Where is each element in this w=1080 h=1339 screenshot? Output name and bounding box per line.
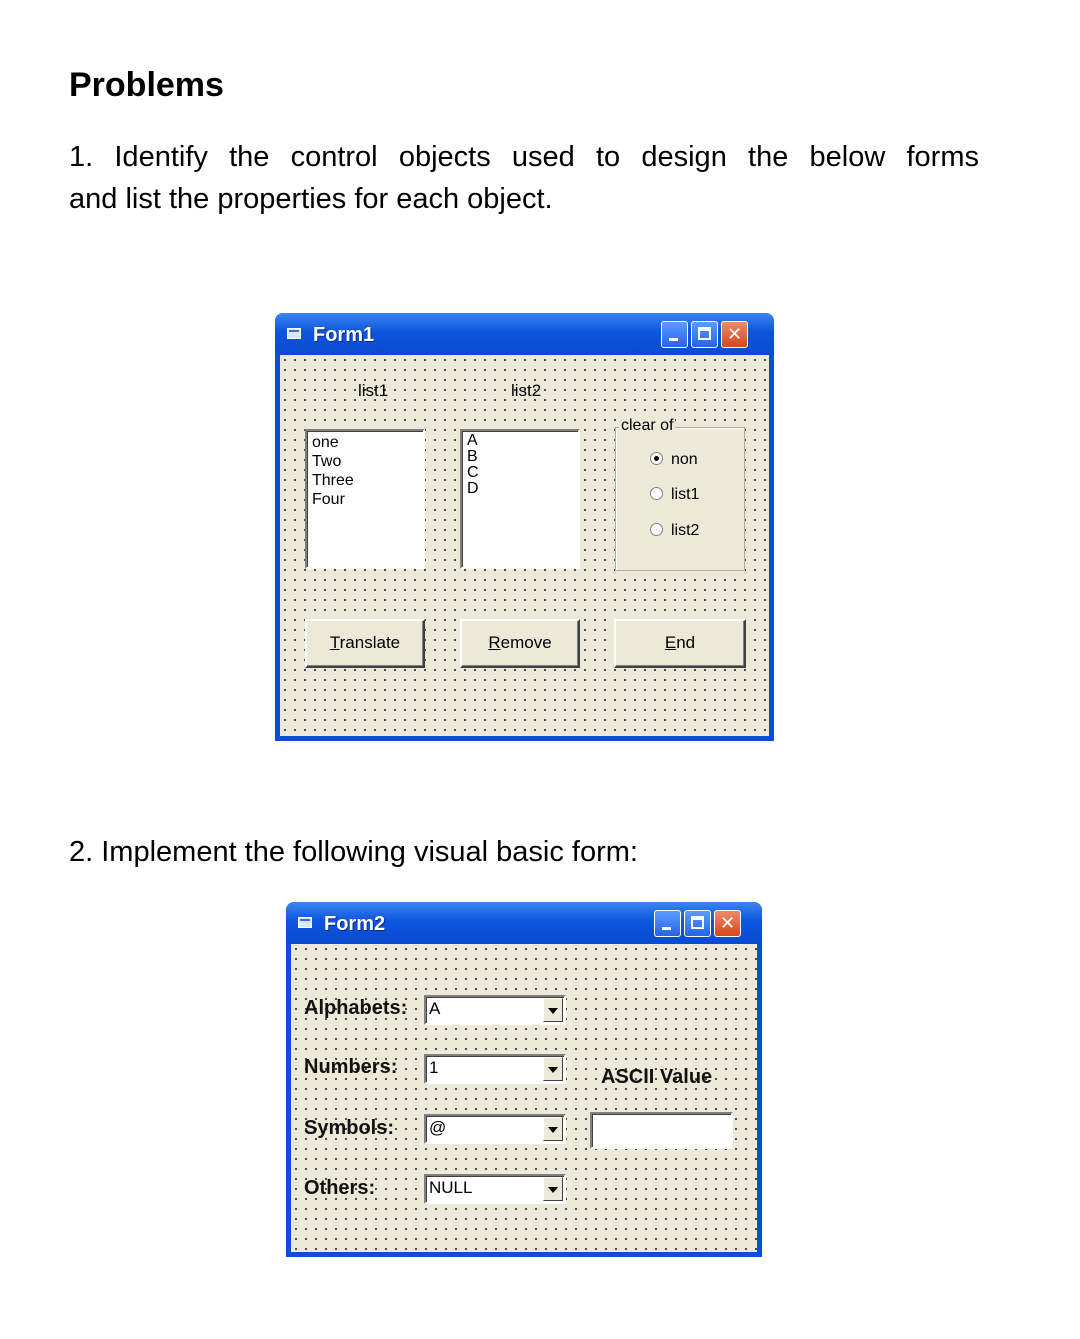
form2-window <box>286 902 762 1257</box>
remove-button[interactable] <box>460 619 580 668</box>
translate-button[interactable] <box>305 619 425 668</box>
combo-value: @ <box>429 1118 447 1137</box>
alphabets-label: Alphabets: <box>304 997 408 1019</box>
list-item[interactable]: one <box>312 434 339 451</box>
list-item[interactable]: C <box>467 464 479 481</box>
list2-label: list2 <box>511 381 542 400</box>
minimize-icon <box>662 927 671 930</box>
question-1-line-1: 1. Identify the control objects used to design the below forms <box>69 141 979 173</box>
question-1-text <box>69 136 979 220</box>
combo-value: A <box>429 999 441 1018</box>
form2-client-area <box>291 944 757 1252</box>
form1-window <box>275 313 774 741</box>
close-icon: ✕ <box>726 324 743 344</box>
dropdown-arrow-icon[interactable] <box>543 1057 563 1081</box>
symbols-label: Symbols: <box>304 1117 395 1139</box>
list-item[interactable]: B <box>467 448 478 465</box>
radio-list2[interactable] <box>650 522 699 540</box>
symbols-combo[interactable] <box>424 1114 566 1144</box>
radio-non[interactable] <box>650 451 698 469</box>
list-item[interactable]: Three <box>312 472 354 489</box>
dropdown-arrow-icon[interactable] <box>543 998 563 1022</box>
close-button[interactable] <box>721 321 748 348</box>
list-item[interactable]: Two <box>312 453 342 470</box>
list-item[interactable]: D <box>467 480 479 497</box>
radio-selected-icon <box>650 452 663 465</box>
maximize-icon <box>698 327 711 340</box>
radio-label: non <box>671 451 698 468</box>
translate-accelerator: T <box>329 633 340 652</box>
form-icon <box>287 328 301 339</box>
end-accelerator: E <box>664 633 677 652</box>
form1-title: Form1 <box>313 324 375 346</box>
minimize-button[interactable] <box>654 910 681 937</box>
form1-titlebar[interactable] <box>275 313 774 355</box>
minimize-button[interactable] <box>661 321 688 348</box>
end-button[interactable] <box>614 619 746 668</box>
clear-of-frame-caption: clear of <box>621 417 674 434</box>
form2-title: Form2 <box>324 913 386 935</box>
end-label: nd <box>676 633 696 652</box>
list1-label: list1 <box>358 381 389 400</box>
alphabets-combo[interactable] <box>424 995 566 1025</box>
list-item[interactable]: Four <box>312 491 345 508</box>
list-item[interactable]: A <box>467 432 478 449</box>
others-combo[interactable] <box>424 1174 566 1204</box>
remove-label: emove <box>500 633 552 652</box>
numbers-label: Numbers: <box>304 1056 398 1078</box>
radio-label: list2 <box>671 522 700 539</box>
radio-label: list1 <box>671 486 700 503</box>
others-label: Others: <box>304 1177 376 1199</box>
form1-client-area <box>280 355 769 736</box>
page-heading: Problems <box>69 66 224 104</box>
maximize-icon <box>691 916 704 929</box>
radio-icon <box>650 523 663 536</box>
ascii-value-label: ASCII Value <box>601 1066 713 1088</box>
combo-value: NULL <box>429 1178 473 1197</box>
close-button[interactable] <box>714 910 741 937</box>
form2-titlebar[interactable] <box>286 902 762 944</box>
ascii-value-textbox[interactable] <box>590 1112 733 1149</box>
question-2-text: 2. Implement the following visual basic form: <box>69 836 638 868</box>
remove-accelerator: R <box>488 633 501 652</box>
combo-value: 1 <box>429 1058 439 1077</box>
numbers-combo[interactable] <box>424 1054 566 1084</box>
form-icon <box>298 917 312 928</box>
dropdown-arrow-icon[interactable] <box>543 1117 563 1141</box>
close-icon: ✕ <box>719 913 736 933</box>
list2-listbox[interactable] <box>460 429 580 569</box>
dropdown-arrow-icon[interactable] <box>543 1177 563 1201</box>
maximize-button[interactable] <box>691 321 718 348</box>
question-1-line-2: and list the properties for each object. <box>69 183 553 215</box>
translate-label: ranslate <box>339 633 401 652</box>
radio-icon <box>650 487 663 500</box>
maximize-button[interactable] <box>684 910 711 937</box>
radio-list1[interactable] <box>650 486 699 504</box>
minimize-icon <box>669 338 678 341</box>
list1-listbox[interactable] <box>305 429 425 569</box>
